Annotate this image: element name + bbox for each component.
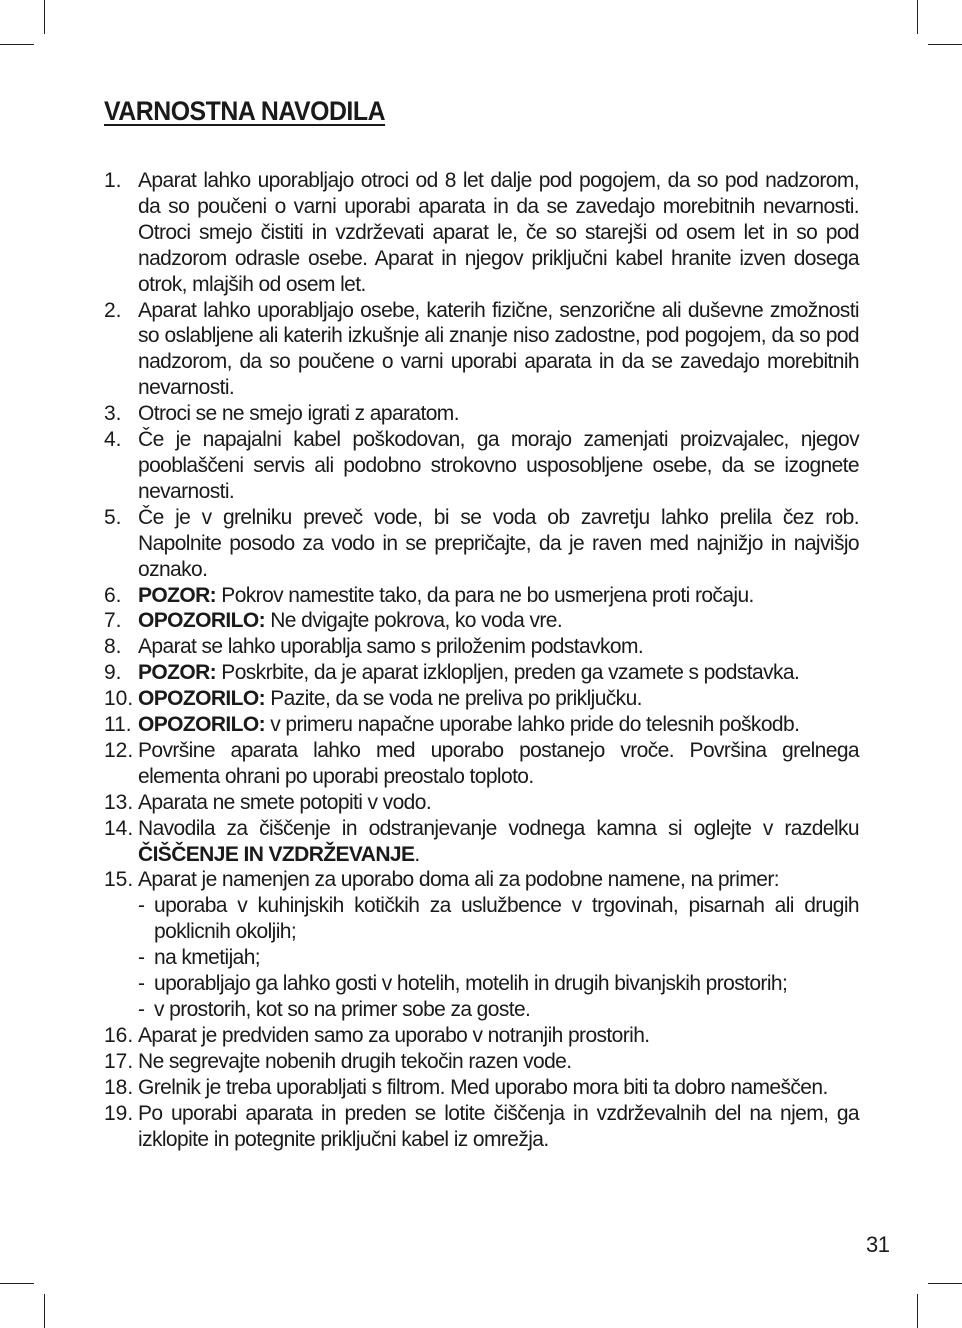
list-item: 1. Aparat lahko uporabljajo otroci od 8 let dalje pod pogojem, da so pod nadzorom, da so poučeni o varni uporabi aparata in da se zavedajo morebitnih nevarnosti. Otroci smejo čistiti in vzdrževati aparat le, če so starejši od osem let in so pod nadzorom odrasle osebe. Aparat in njegov priključni kabel hranite izven dosega otrok, mlajših od osem let. (104, 169, 859, 296)
sub-list-item: - v prostorih, kot so na primer sobe za goste. (138, 998, 531, 1021)
sub-list-item: - na kmetijah; (138, 946, 261, 970)
list-item: 4. Če je napajalni kabel poškodovan, ga morajo zamenjati proizvajalec, njegov pooblaščeni servis ali podobno strokovno usposobljene osebe, da se izognete nevarnosti. (104, 428, 859, 503)
list-item: 18. Grelnik je treba uporabljati s filtrom. Med uporabo mora biti ta dobro nameščen. (104, 1075, 828, 1099)
list-item: 2. Aparat lahko uporabljajo osebe, katerih fizične, senzorične ali duševne zmožnosti so oslabljene ali katerih izkušnje ali znanje niso zadostne, pod pogojem, da so pod nadzorom, da so poučene o varni uporabi aparata in da se zavedajo morebitnih nevarnosti. (104, 298, 859, 400)
list-item: 10. OPOZORILO: Pazite, da se voda ne preliva po priključku. (104, 687, 642, 711)
crop-mark (917, 1294, 918, 1328)
list-item: 5. Če je v grelniku preveč vode, bi se voda ob zavretju lahko prelila čez rob. Napolnite posodo za vodo in se prepričajte, da je raven med najnižjo in najvišjo oznako. (104, 505, 859, 581)
sub-list-item: - uporabljajo ga lahko gosti v hotelih, motelih in drugih bivanjskih prostorih; (138, 972, 788, 996)
list-item: 17. Ne segrevajte nobenih drugih tekočin razen vode. (104, 1049, 572, 1073)
list-item: 6. POZOR: Pokrov namestite tako, da para ne bo usmerjena proti ročaju. (104, 583, 754, 607)
sub-list-item: - uporaba v kuhinjskih kotičkih za uslužbence v trgovinah, pisarnah ali drugih poklicnih okoljih; (138, 894, 859, 944)
page-title: VARNOSTNA NAVODILA (104, 96, 386, 126)
list-item: 8. Aparat se lahko uporablja samo s priloženim podstavkom. (104, 635, 644, 659)
crop-mark (44, 0, 45, 34)
page-number: 31 (866, 1232, 890, 1257)
crop-mark (44, 1294, 45, 1328)
crop-mark (0, 44, 34, 45)
list-item: 11. OPOZORILO: v primeru napačne uporabe lahko pride do telesnih poškodb. (104, 713, 800, 737)
list-item: 13. Aparata ne smete potopiti v vodo. (104, 790, 432, 814)
list-item: 3. Otroci se ne smejo igrati z aparatom. (104, 402, 459, 426)
list-item: 16. Aparat je predviden samo za uporabo v notranjih prostorih. (104, 1023, 650, 1047)
crop-mark (917, 0, 918, 34)
safety-instructions-list (104, 168, 859, 1152)
list-item: 12. Površine aparata lahko med uporabo postanejo vroče. Površina grelnega elementa ohrani po uporabi preostalo toploto. (104, 738, 859, 788)
crop-mark (928, 1283, 962, 1284)
list-item: 19. Po uporabi aparata in preden se lotite čiščenja in vzdrževalnih del na njem, ga izklopite in potegnite priključni kabel iz omrežja. (104, 1101, 859, 1151)
list-item: 9. POZOR: Poskrbite, da je aparat izklopljen, preden ga vzamete s podstavka. (104, 661, 800, 685)
list-item: 14. Navodila za čiščenje in odstranjevanje vodnega kamna si oglejte v razdelku ČIŠČENJE IN VZDRŽEVANJE. (104, 816, 859, 866)
list-item: 15. Aparat je namenjen za uporabo doma ali za podobne namene, na primer: - uporaba v kuhinjskih kotičkih za uslužbence v trgovinah, pisarnah ali drugih poklicnih okoljih; - na kmetijah; - uporabljajo ga lahko gosti v hotelih, motelih in drugih bivanjskih prostorih; - v prostorih, kot so na primer sobe za goste. (104, 868, 859, 1021)
crop-mark (0, 1283, 34, 1284)
list-item: 7. OPOZORILO: Ne dvigajte pokrova, ko voda vre. (104, 609, 563, 633)
crop-mark (928, 44, 962, 45)
